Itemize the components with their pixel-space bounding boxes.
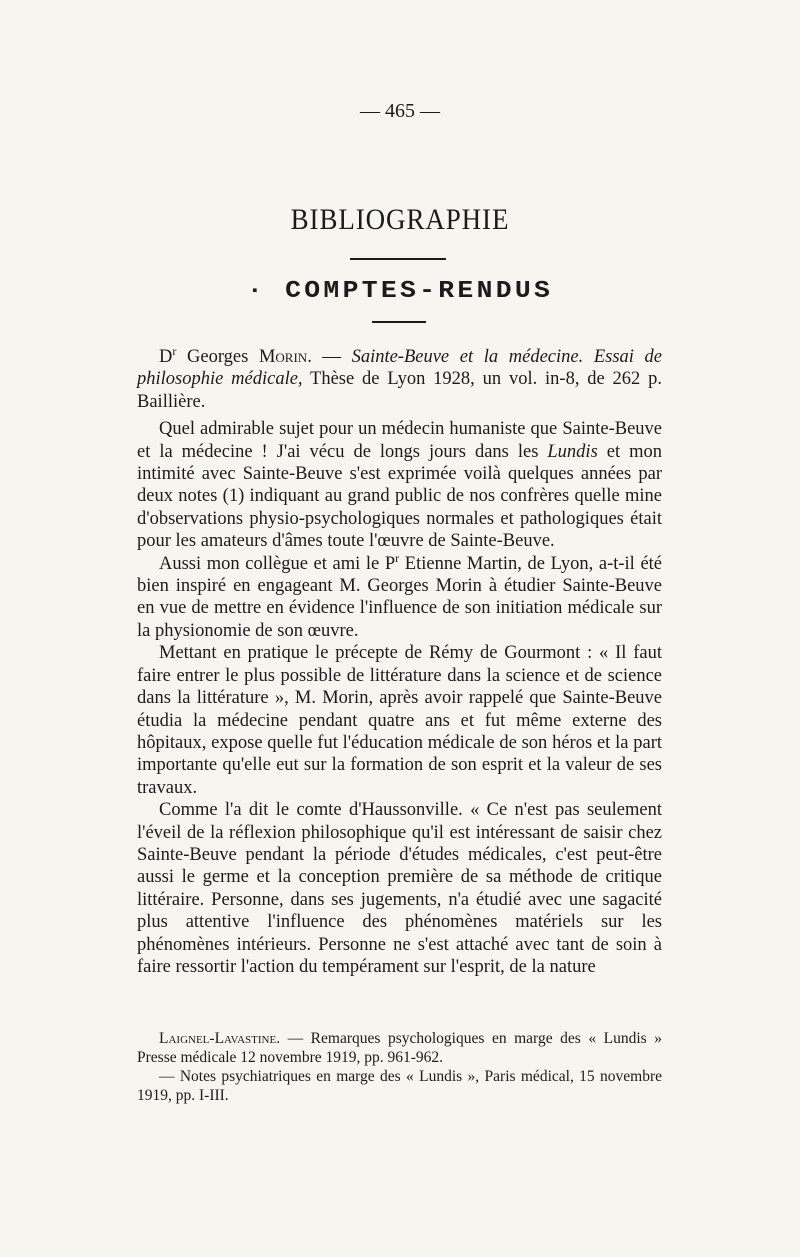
footnote-1 bbox=[137, 1029, 662, 1067]
paragraph-2-text-b: Etienne Martin, de Lyon, a-t-il été bien inspiré en engageant M. Georges Morin à étudier Sainte-Beuve en vue de mettre en évidence l'influence de son initiation médicale sur la physionomie de son œuvre. bbox=[137, 553, 662, 641]
author-last-name: Morin bbox=[258, 347, 308, 367]
footnote-2: — Notes psychiatriques en marge des « Lundis », Paris médical, 15 novembre 1919, pp. I-III. bbox=[137, 1068, 662, 1104]
paragraph-3: Mettant en pratique le précepte de Rémy de Gourmont : « Il faut faire entrer le plus possible de littérature dans la science et de science dans la littérature », M. Morin, après avoir rappelé que Sainte-Beuve étudia la médecine pendant quatre ans et fut même externe des hôpitaux, expose quelle fut l'éducation médicale de son héros et la part importante qu'elle eut sur la formation de son esprit et la valeur de ses travaux. bbox=[137, 643, 662, 798]
paragraph-2 bbox=[137, 550, 662, 643]
publication-info: Thèse de Lyon 1928, un vol. in-8, de 262 p. Baillière. bbox=[137, 369, 663, 412]
author-prefix: D bbox=[159, 347, 173, 367]
title-rule bbox=[350, 258, 446, 260]
paragraph-2-text-a: Aussi mon collègue et ami le P bbox=[159, 553, 396, 574]
review-body bbox=[137, 343, 663, 978]
paragraph-4: Comme l'a dit le comte d'Haussonville. « Ce n'est pas seulement l'éveil de la réflexion philosophique qu'il est intéressant de saisir chez Sainte-Beuve pendant la période d'études médicales, c'est peut-être aussi le germe et la conception première de sa méthode de critique littéraire. Personne, dans ses jugements, n'a étudié avec une sagacité plus attentive l'influence des phénomènes matériels sur les phénomènes intérieurs. Personne ne s'est attaché avec tant de soin à faire ressortir l'action du tempérament sur l'esprit, de la nature bbox=[137, 800, 662, 977]
paragraph-1-text-b: et mon intimité avec Sainte-Beuve s'est exprimée voilà quelques années par deux notes (1) indiquant au grand public de nos confrères quelle mine d'observations physio-psychologiques normales et pathologiques était pour les amateurs d'âmes toute l'œuvre de Sainte-Beuve. bbox=[137, 441, 662, 552]
subsection-title: · COMPTES-RENDUS bbox=[246, 278, 554, 305]
author-first-name: Georges bbox=[187, 347, 249, 367]
footnotes bbox=[137, 1029, 662, 1105]
paragraph-1 bbox=[137, 418, 662, 552]
lundis-title: Lundis bbox=[547, 441, 598, 462]
entry-dash: . — bbox=[307, 347, 352, 367]
footnote-1-text: . — Remarques psychologiques en marge des « Lundis » Presse médicale 12 novembre 1919, pp. 961-962. bbox=[137, 1030, 662, 1066]
book-title: Sainte-Beuve et la médecine. Essai de philosophie médicale, bbox=[137, 347, 663, 390]
footnote-author: Laignel-Lavastine bbox=[159, 1030, 277, 1047]
section-title: BIBLIOGRAPHIE bbox=[290, 203, 510, 236]
paragraph-1-text-a: Quel admirable sujet pour un médecin humaniste que Sainte-Beuve et la médecine ! J'ai vécu de longs jours dans les bbox=[137, 419, 662, 462]
paragraph-2-sup: r bbox=[395, 550, 400, 565]
author-prefix-sup: r bbox=[172, 343, 177, 358]
page-number: — 465 — bbox=[360, 100, 440, 122]
subsection-rule bbox=[372, 321, 426, 323]
bibliographic-entry bbox=[137, 343, 663, 413]
